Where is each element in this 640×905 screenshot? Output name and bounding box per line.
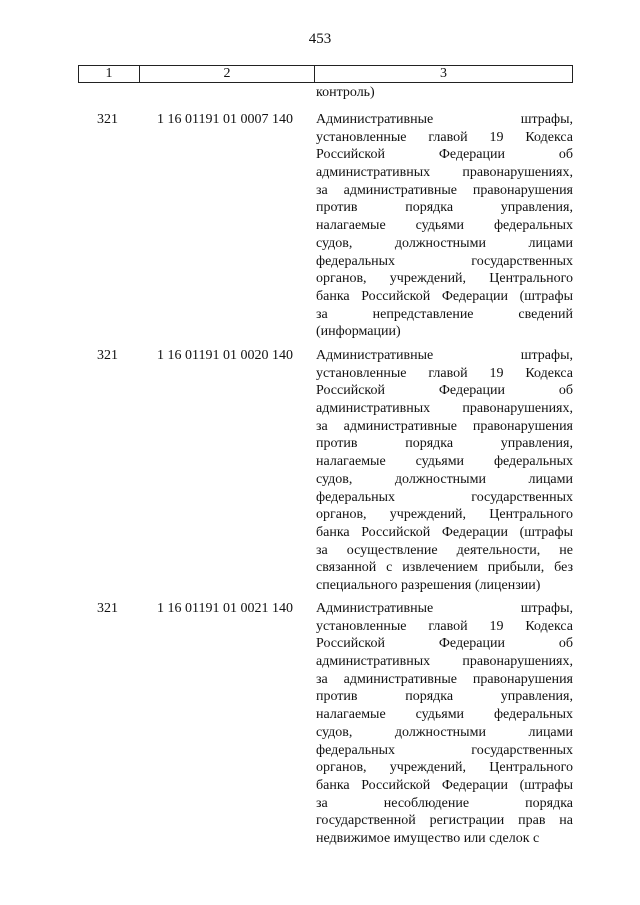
description-line: административных правонарушениях, [316, 165, 573, 181]
description-line: банка Российской Федерации (штрафы [316, 288, 573, 304]
description [316, 600, 573, 848]
description-line: судов, должностными лицами [316, 471, 573, 487]
description-line: за непредставление сведений [316, 306, 573, 322]
description-line: Административные штрафы, [316, 112, 573, 127]
description-line: за несоблюдение порядка [316, 795, 573, 811]
description-line: за административные правонарушения [316, 671, 573, 687]
description-line: банка Российской Федерации (штрафы [316, 777, 573, 793]
description-line: недвижимое имущество или сделок с [316, 830, 540, 846]
description [316, 347, 573, 595]
description-line: Административные штрафы, [316, 348, 573, 363]
description-line: государственной регистрации прав на [316, 813, 573, 829]
description [316, 111, 573, 341]
admin-code: 321 [97, 601, 118, 616]
description-line: за административные правонарушения [316, 182, 573, 198]
kbk-code: 1 16 01191 01 0021 140 [157, 601, 293, 616]
description-line: налагаемые судьями федеральных [316, 454, 573, 470]
header-col-2: 2 [140, 66, 315, 82]
description-line: органов, учреждений, Центрального [316, 271, 573, 287]
description-line: против порядка управления, [316, 436, 573, 452]
continuation-text: контроль) [316, 85, 375, 100]
description-line: федеральных государственных [316, 489, 573, 505]
description-line: (информации) [316, 324, 401, 340]
table-header-row [78, 65, 573, 83]
description-line: за административные правонарушения [316, 418, 573, 434]
description-line: федеральных государственных [316, 253, 573, 269]
kbk-code: 1 16 01191 01 0007 140 [157, 112, 293, 127]
header-col-3: 3 [440, 66, 447, 81]
description-line: судов, должностными лицами [316, 235, 573, 251]
description-line: Административные штрафы, [316, 601, 573, 616]
description-line: органов, учреждений, Центрального [316, 760, 573, 776]
description-line: против порядка управления, [316, 200, 573, 216]
description-line: специального разрешения (лицензии) [316, 577, 541, 593]
description-line: административных правонарушениях, [316, 654, 573, 670]
header-col-1: 1 [79, 66, 140, 82]
admin-code: 321 [97, 112, 118, 127]
description-line: установленные главой 19 Кодекса [316, 129, 573, 145]
description-line: налагаемые судьями федеральных [316, 707, 573, 723]
description-line: налагаемые судьями федеральных [316, 218, 573, 234]
description-line: установленные главой 19 Кодекса [316, 365, 573, 381]
description-line: административных правонарушениях, [316, 401, 573, 417]
page-number: 453 [308, 31, 332, 47]
description-line: банка Российской Федерации (штрафы [316, 524, 573, 540]
description-line: Российской Федерации об [316, 636, 573, 652]
description-line: федеральных государственных [316, 742, 573, 758]
description-line: Российской Федерации об [316, 147, 573, 163]
description-line: за осуществление деятельности, не [316, 542, 573, 558]
description-line: установленные главой 19 Кодекса [316, 618, 573, 634]
kbk-code: 1 16 01191 01 0020 140 [157, 348, 293, 363]
description-line: Российской Федерации об [316, 383, 573, 399]
description-line: судов, должностными лицами [316, 724, 573, 740]
description-line: против порядка управления, [316, 689, 573, 705]
admin-code: 321 [97, 348, 118, 363]
description-line: органов, учреждений, Центрального [316, 507, 573, 523]
description-line: связанной с извлечением прибыли, без [316, 560, 573, 576]
